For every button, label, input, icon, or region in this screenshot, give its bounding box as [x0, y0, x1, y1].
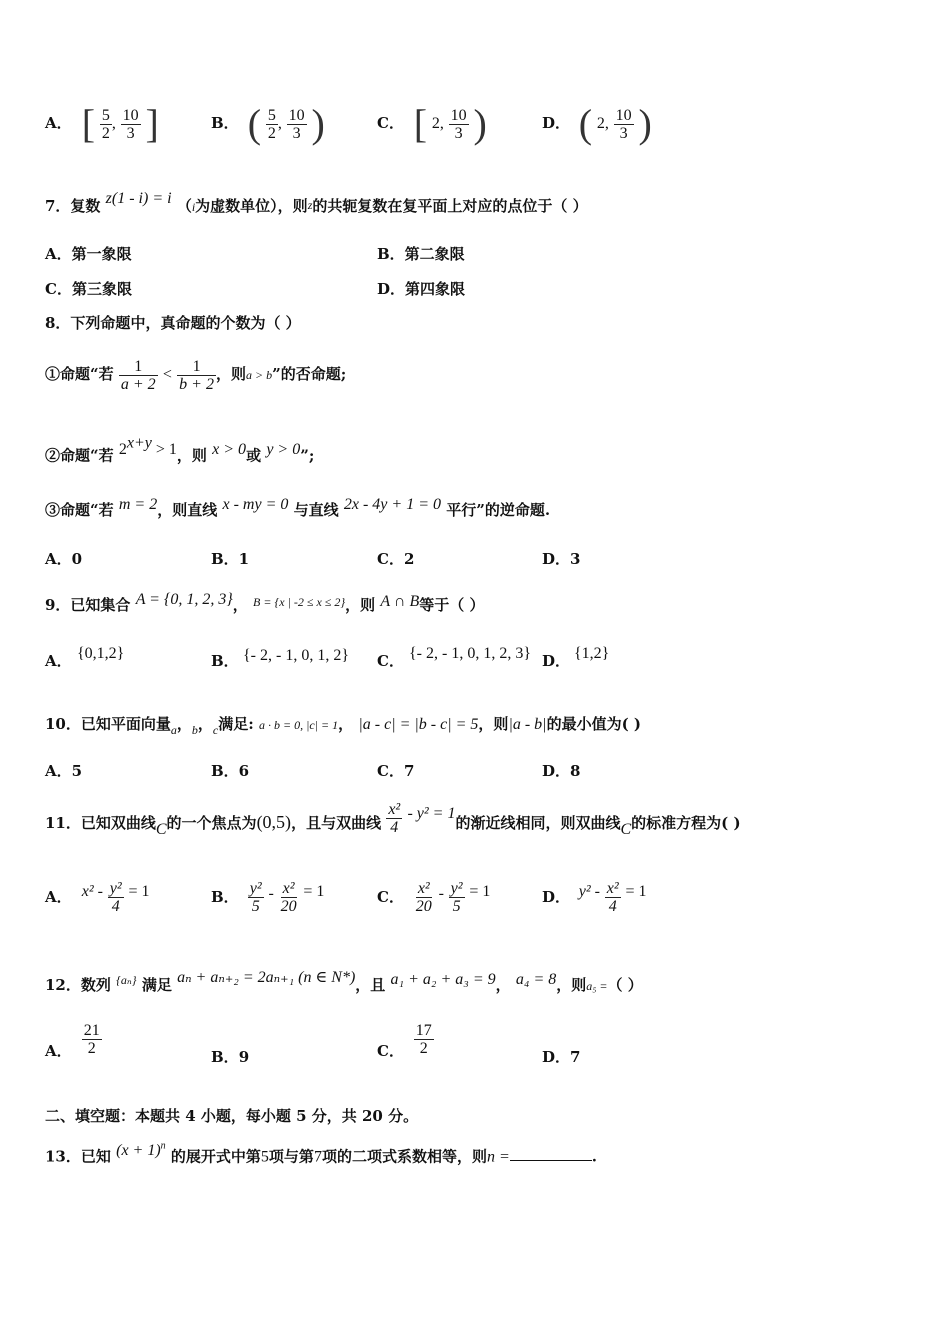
- q9-option-b[interactable]: B． {- 2, - 1, 0, 1, 2}: [211, 647, 350, 670]
- q11-option-b[interactable]: B． $\frac{\text{y²}}{5}$ - $\frac{\text{x²}}{20}$ = 1: [211, 880, 325, 915]
- q8-item-3: ③命题“若 m = 2，则直线 x - my = 0 与直线 2x - 4y + 1 = 0 平行”的逆命题.: [45, 496, 551, 519]
- q9-stem: 9．已知集合 A = {0, 1, 2, 3}， $^{B = \{x | -2 \le x \le 2\}}$，则 A ∩ B等于（ ）: [45, 591, 485, 614]
- bracket: (: [247, 101, 262, 146]
- q13-stem: 13．已知 $(x + 1)^n$ 的展开式中第5项与第7项的二项式系数相等，则n = .: [45, 1141, 597, 1166]
- q11-option-c[interactable]: C． $\frac{\text{x²}}{20}$ - $\frac{\text{y²}}{5}$ = 1: [377, 880, 491, 915]
- value: 2,: [431, 115, 444, 132]
- q7-option-a[interactable]: A．第一象限: [45, 245, 132, 263]
- q10-option-c[interactable]: C．7: [377, 762, 415, 780]
- q7-option-b[interactable]: B．第二象限: [377, 245, 465, 263]
- option-label: B．: [211, 114, 239, 132]
- q10-option-d[interactable]: D．8: [542, 762, 581, 780]
- bracket: [: [413, 101, 428, 146]
- option-label: A．: [45, 114, 72, 132]
- option-label: C．: [377, 114, 404, 132]
- q6-option-b[interactable]: B． ( $\frac{5}{2}$ , $\frac{10}{3}$ ): [211, 101, 325, 146]
- q8-option-c[interactable]: C．2: [377, 550, 415, 568]
- fraction: $\frac{10}{3}$: [122, 106, 139, 142]
- q8-item-2: ②命题“若 $2^{x+y} > 1$，则 x > 0或 y > 0”;: [45, 435, 315, 465]
- q10-stem: 10．已知平面向量$_a$，$_b$，$_c$满足: a · b = 0, |c| = 1， |a - c| = |b - c| = 5，则|a - b|的最小值为( ): [45, 715, 641, 737]
- value: 2,: [596, 115, 609, 132]
- q8-option-a[interactable]: A．0: [45, 550, 83, 568]
- q6-option-d[interactable]: [542, 101, 652, 146]
- q7-option-d[interactable]: D．第四象限: [377, 280, 466, 298]
- fraction: $\frac{5}{2}$: [267, 106, 276, 142]
- q11-option-a[interactable]: A． x² - $\frac{\text{y²}}{4}$ = 1: [45, 880, 150, 915]
- q9-option-a[interactable]: A． {0,1,2}: [45, 645, 125, 670]
- section-heading: 二、填空题：本题共 4 小题，每小题 5 分，共 20 分。: [45, 1107, 419, 1125]
- bracket: (: [578, 101, 593, 146]
- answer-blank[interactable]: [510, 1146, 592, 1161]
- q6-option-a[interactable]: A． [ $\frac{5}{2}$ , $\frac{10}{3}$ ]: [45, 101, 159, 146]
- q12-option-c[interactable]: C． $\frac{17}{2}$: [377, 1022, 432, 1060]
- bracket: ): [638, 101, 652, 146]
- q10-option-a[interactable]: A．5: [45, 762, 83, 780]
- q9-option-c[interactable]: C． {- 2, - 1, 0, 1, 2, 3}: [377, 645, 532, 670]
- option-label: D．: [542, 114, 571, 132]
- q12-option-a[interactable]: A． $\frac{21}{2}$: [45, 1022, 100, 1060]
- q6-option-c[interactable]: [377, 101, 487, 146]
- fraction: $\frac{10}{3}$: [615, 106, 632, 142]
- q9-option-d[interactable]: D． {1,2}: [542, 645, 610, 670]
- q8-option-b[interactable]: B．1: [211, 550, 250, 568]
- formula: z(1 - i) = i: [105, 190, 172, 207]
- q12-option-d[interactable]: D．7: [542, 1048, 581, 1066]
- bracket: ): [473, 101, 487, 146]
- q7-stem: 7．复数 z(1 - i) = i （i为虚数单位），则z的共轭复数在复平面上对应的点位于（ ）: [45, 190, 588, 215]
- q8-item-1: ①命题“若 $\frac{1}{a + 2}$ < $\frac{1}{b + 2}$ ，则a > b”的否命题;: [45, 357, 347, 393]
- bracket: ): [311, 101, 325, 146]
- fraction: $\frac{10}{3}$: [450, 106, 467, 142]
- bracket: [: [81, 101, 96, 146]
- fraction: $\frac{5}{2}$: [101, 106, 110, 142]
- q12-option-b[interactable]: B．9: [211, 1048, 250, 1066]
- fraction: $\frac{10}{3}$: [288, 106, 305, 142]
- q8-stem: 8．下列命题中，真命题的个数为（ ）: [45, 314, 301, 332]
- q7-option-c[interactable]: C．第三象限: [45, 280, 132, 298]
- q8-option-d[interactable]: D．3: [542, 550, 581, 568]
- q10-option-b[interactable]: B．6: [211, 762, 250, 780]
- q12-stem: 12．数列 $^{\{a_n\}}$ 满足 aₙ + aₙ₊₂ = 2aₙ₊₁ (n ∈ N*)，且 a₁ + a₂ + a₃ = 9， a₄ = 8，则a₅ =（ ）: [45, 969, 643, 994]
- bracket: ]: [145, 101, 159, 146]
- q11-stem: 11．已知双曲线C的一个焦点为(0,5)，且与双曲线 $\frac{\text{x²}}{4}$ - y² = 1的渐近线相同，则双曲线C的标准方程为( ): [45, 800, 741, 838]
- q11-option-d[interactable]: D． y² - $\frac{\text{x²}}{4}$ = 1: [542, 880, 647, 915]
